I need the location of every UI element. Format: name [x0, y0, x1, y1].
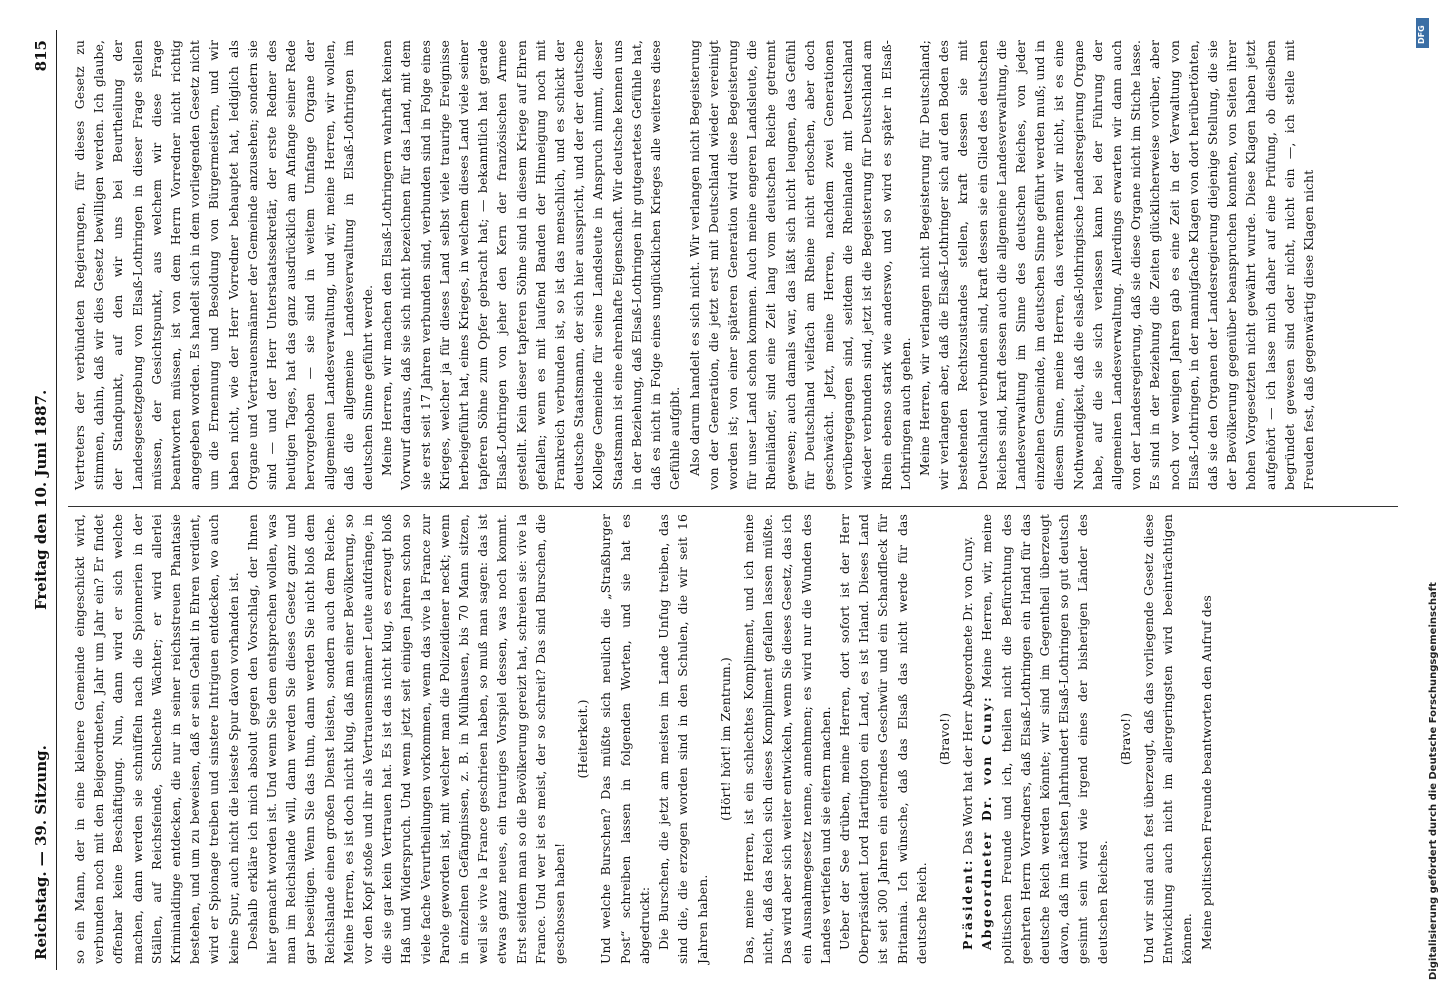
- page-number: 815: [32, 40, 50, 72]
- paragraph: Und wir sind auch fest überzeugt, daß das vorliegende Gesetz diese Entwicklung auch nicht im allergeringsten wird beeinträchtigen können.: [1140, 514, 1195, 964]
- paragraph: Also darum handelt es sich nicht. Wir verlangen nicht Begeisterung von der Generation, die jetzt erst mit Deutschland wieder vereinigt worden ist; von einer späteren Generation wird diese Begeisterung für unser Land schon kommen. Auch meine engeren Landsleute, die Rheinländer, sind eine Zeit lang vom deutschen Reiche getrennt gewesen; auch damals war, das läßt sich nicht leugnen, das Gefühl für Deutschland vielfach am Rheine nicht erloschen, aber doch geschwächt. Jetzt, meine Herren, nachdem zwei Generationen vorübergegangen sind, seitdem die Rheinlande mit Deutschland wieder verbunden sind, jetzt ist die Begeisterung für Deutschland am Rhein ebenso stark wie anderswo, und so wird es später in Elsaß-Lothringen auch gehen.: [686, 40, 913, 490]
- header-session: Reichstag. — 39. Sitzung.: [32, 745, 50, 960]
- paragraph: Und welche Burschen? Das müßte sich neulich die „Straßburger Post“ schreiben lassen in folgenden Worten, und sie hat es abgedruckt:: [598, 514, 652, 964]
- paragraph: Präsident: Das Wort hat der Herr Abgeordnete Dr. von Cuny.: [960, 536, 976, 950]
- left-column: [70, 514, 1400, 964]
- header-date: Freitag den 10. Juni 1887.: [32, 389, 50, 610]
- paragraph: Meine Herren, wir machen den Elsaß-Lothringern wahrhaft keinen Vorwurf daraus, daß sie sich nicht bezeichnen für das Land, mit dem sie erst seit 17 Jahren verbunden sind, verbunden sind in Folge eines Krieges, welcher ja für dieses Land selbst viele traurige Ereignisse herbeigeführt hat, eines Krieges, in welchem dieses Land viele seiner tapferen Söhne zum Opfer gebracht hat; — bekanntlich hat gerade Elsaß-Lothringen von jeher den Kern der französischen Armee gestellt. Kein dieser tapferen Söhne sind in diesem Kriege auf Ehren gefallen; wenn es mit laufend Banden der Hinneigung noch mit Frankreich verbunden ist, so ist das menschlich, und es schickt der deutsche Staatsmann, der sich hier ausspricht, und der der deutsche Kollege Gemeinde für seine Landsleute in Anspruch nimmt, dieser Staatsmann ist eine ehrenhafte Eigenschaft. Wir deutsche kennen uns in der Beziehung, daß Elsaß-Lothringen ihr gutgeartetes Gefühle hat, daß es nicht in Folge eines unglücklichen Krieges alle weiteres diese Gefühle aufgibt.: [379, 40, 683, 490]
- paragraph: (Hört! hört! im Zentrum.): [717, 657, 733, 821]
- paragraph: Vertreters der verbündeten Regierungen, für dieses Gesetz zu stimmen, dahin, daß wir dies Gesetz bewilligen werden. Ich glaube, der Standpunkt, auf den wir uns bei Beurtheilung der Landesgesetzgebung von Elsaß-Lothringen in dieser Frage stellen müssen, der Gesichtspunkt, aus welchem wir diese Frage beantworten müssen, ist von dem Herrn Vorredner nicht richtig angegeben worden. Es handelt sich in dem vorliegenden Gesetz nicht um die Ernennung und Besoldung von Bürgermeistern, und wir haben nicht, wie der Herr Vorredner behauptet hat, lediglich als Organe und Vertrauensmänner der Gemeinde anzusehen; sondern sie sind — und der Herr Unterstaatssekretär, der erste Redner des heutigen Tages, hat das ganz ausdrücklich am Anfange seiner Rede hervorgehoben — sie sind in weitem Umfange Organe der allgemeinen Landesverwaltung, und wir, meine Herren, wir wollen, daß die allgemeine Landesverwaltung in Elsaß-Lothringen im deutschen Sinne geführt werde.: [72, 40, 376, 490]
- right-column: [70, 40, 1400, 490]
- paragraph: Meine politischen Freunde beantworten den Aufruf des: [1198, 595, 1214, 950]
- paragraph: (Bravo!): [936, 712, 952, 766]
- paragraph: Abgeordneter Dr. von Cuny: Meine Herren, wir, meine politischen Freunde und ich, theilen nicht die Befürchtung des geehrten Herrn Vorredners, daß Elsaß-Lothringen ein Irland für das deutsche Reich werden könnte; wir sind im Gegentheil überzeugt davon, daß im nächsten Jahrhundert Elsaß-Lothringen so gut deutsch gesinnt sein wird wie irgend eines der bisherigen Länder des deutschen Reiches.: [979, 514, 1110, 964]
- column-divider: [68, 506, 1398, 507]
- dfg-logo: DFG: [1416, 18, 1429, 48]
- speaker-name: Präsident:: [960, 858, 976, 950]
- paragraph: Ueber der See drüben, meine Herren, dort sofort ist der Herr Oberpräsident Lord Hartington ein Land, es ist Irland. Dieses Land ist seit 300 Jahren ein eiterndes Geschwür und ein Schandfleck für Britannia. Ich wünsche, daß das Elsaß das nicht werde für das deutsche Reich.: [836, 514, 929, 964]
- page-header: [28, 30, 57, 970]
- paragraph: so ein Mann, der in eine kleinere Gemeinde eingeschickt wird, verbunden noch mit den Beigeordneten, Jahr um Jahr ein? Er findet offenbar keine Beschäftigung. Nun, dann wird er sich welche machen, dann werden sie schnüffeln nach die Spionnerien in der Ställen, auf Reichsfeinde, Schlechte Wächter; er wird allerlei Kriminaldinge entdecken, die nur in seiner reichsstreuen Phantasie bestehen, und um zu beweisen, daß er sein Gehalt in Ehren verdient, wird er Spionage treiben und sinstere Intriguen entdecken, wo auch keine Spur, auch nicht die leiseste Spur davon vorhanden ist.: [72, 514, 241, 964]
- digitization-credit: Digitalisierung gefördert durch die Deutsche Forschungsgemeinschaft: [1428, 582, 1439, 980]
- paragraph: (Heiterkeit.): [575, 699, 591, 779]
- paragraph: Das, meine Herren, ist ein schlechtes Kompliment, und ich meine nicht, daß das Reich sich dieses Kompliment gefallen lassen müßte. Das wird aber sich weiter entwickeln, wenn Sie dieses Gesetz, das ich ein Ausnahmegesetz nenne, annehmen; es wird nur die Wunden des Landes vertiefen und sie eitern machen.: [740, 514, 833, 964]
- paragraph: Deshalb erkläre ich mich absolut gegen den Vorschlag, der Ihnen hier gemacht worden ist. Und wenn Sie dem entsprechen wollen, was man im Reichslande will, dann werden Sie dieses Gesetz ganz und gar beseitigen. Wenn Sie das thun, dann werden Sie nicht bloß dem Reichslande einen großen Dienst leisten, sondern auch dem Reiche. Meine Herren, es ist doch nicht klug, daß man einer Bevölkerung, so vor den Kopf stoße und ihr als Vertrauensmänner Leute aufdränge, in die sie gar kein Vertrauen hat. Es ist das nicht klug, es erzeugt bloß Haß und Widerspruch. Und wenn jetzt seit einigen Jahren schon so viele fache Verurtheilungen vorkommen, wenn das vive la France zur Parole geworden ist, mit welcher man die Polizeidiener neckt; wenn in einzelnen Gefängnissen, z. B. in Mülhausen, bis 70 Mann sitzen, weil sie vive la France geschrieen haben, so muß man sagen: das ist etwas ganz neues, ein trauriges Vorspiel dessen, was noch kommt. Erst seitdem man so die Bevölkerung gereizt hat, schreien sie: vive la France. Und wer ist es meist, der so schreit? Das sind Burschen, die geschossen haben!: [244, 514, 568, 964]
- paragraph: (Bravo!): [1117, 712, 1133, 766]
- paragraph: Die Burschen, die jetzt am meisten im Lande Unfug treiben, das sind die, die erzogen worden sind in den Schulen, die wir seit 16 Jahren haben.: [656, 514, 710, 964]
- speaker-name: Abgeordneter Dr. von Cuny:: [979, 695, 995, 950]
- paragraph: Meine Herren, wir verlangen nicht Begeisterung für Deutschland; wir verlangen aber, daß die Elsaß-Lothringer sich auf den Boden des bestehenden Rechtszustandes stellen, kraft dessen sie mit Deutschland verbunden sind, kraft dessen sie ein Glied des deutschen Reiches sind, kraft dessen auch die allgemeine Landesverwaltung, die Landesverwaltung im Sinne des deutschen Reiches, von jeder einzelnen Gemeinde, im deutschen Sinne geführt werden muß; und in diesem Sinne, meine Herren, das verkennen wir nicht, ist es eine Nothwendigkeit, daß die elsaß-lothringische Landesregierung Organe habe, auf die sie sich verlassen kann bei der Führung der allgemeinen Landesverwaltung. Allerdings erwarten wir dann auch von der Landesregierung, daß sie diese Organe nicht im Stiche lasse. Es sind in der Beziehung die Zeiten glücklicherweise vorüber, aber noch vor wenigen Jahren gab es eine Zeit in der Verwaltung von Elsaß-Lothringen, in der mannigfache Klagen von dort herübertönten, daß sie den Organen der Landesregierung diejenige Stellung, die sie der Bevölkerung gegenüber beanspruchen konnten, von Seiten ihrer hohen Vorgesetzten nicht gewährt wurde. Diese Klagen haben jetzt aufgehört — ich lasse mich daher auf eine Prüfung, ob dieselben begründet gewesen sind oder nicht, nicht ein —, ich stelle mit Freuden fest, daß gegenwärtig diese Klagen nicht: [916, 40, 1316, 490]
